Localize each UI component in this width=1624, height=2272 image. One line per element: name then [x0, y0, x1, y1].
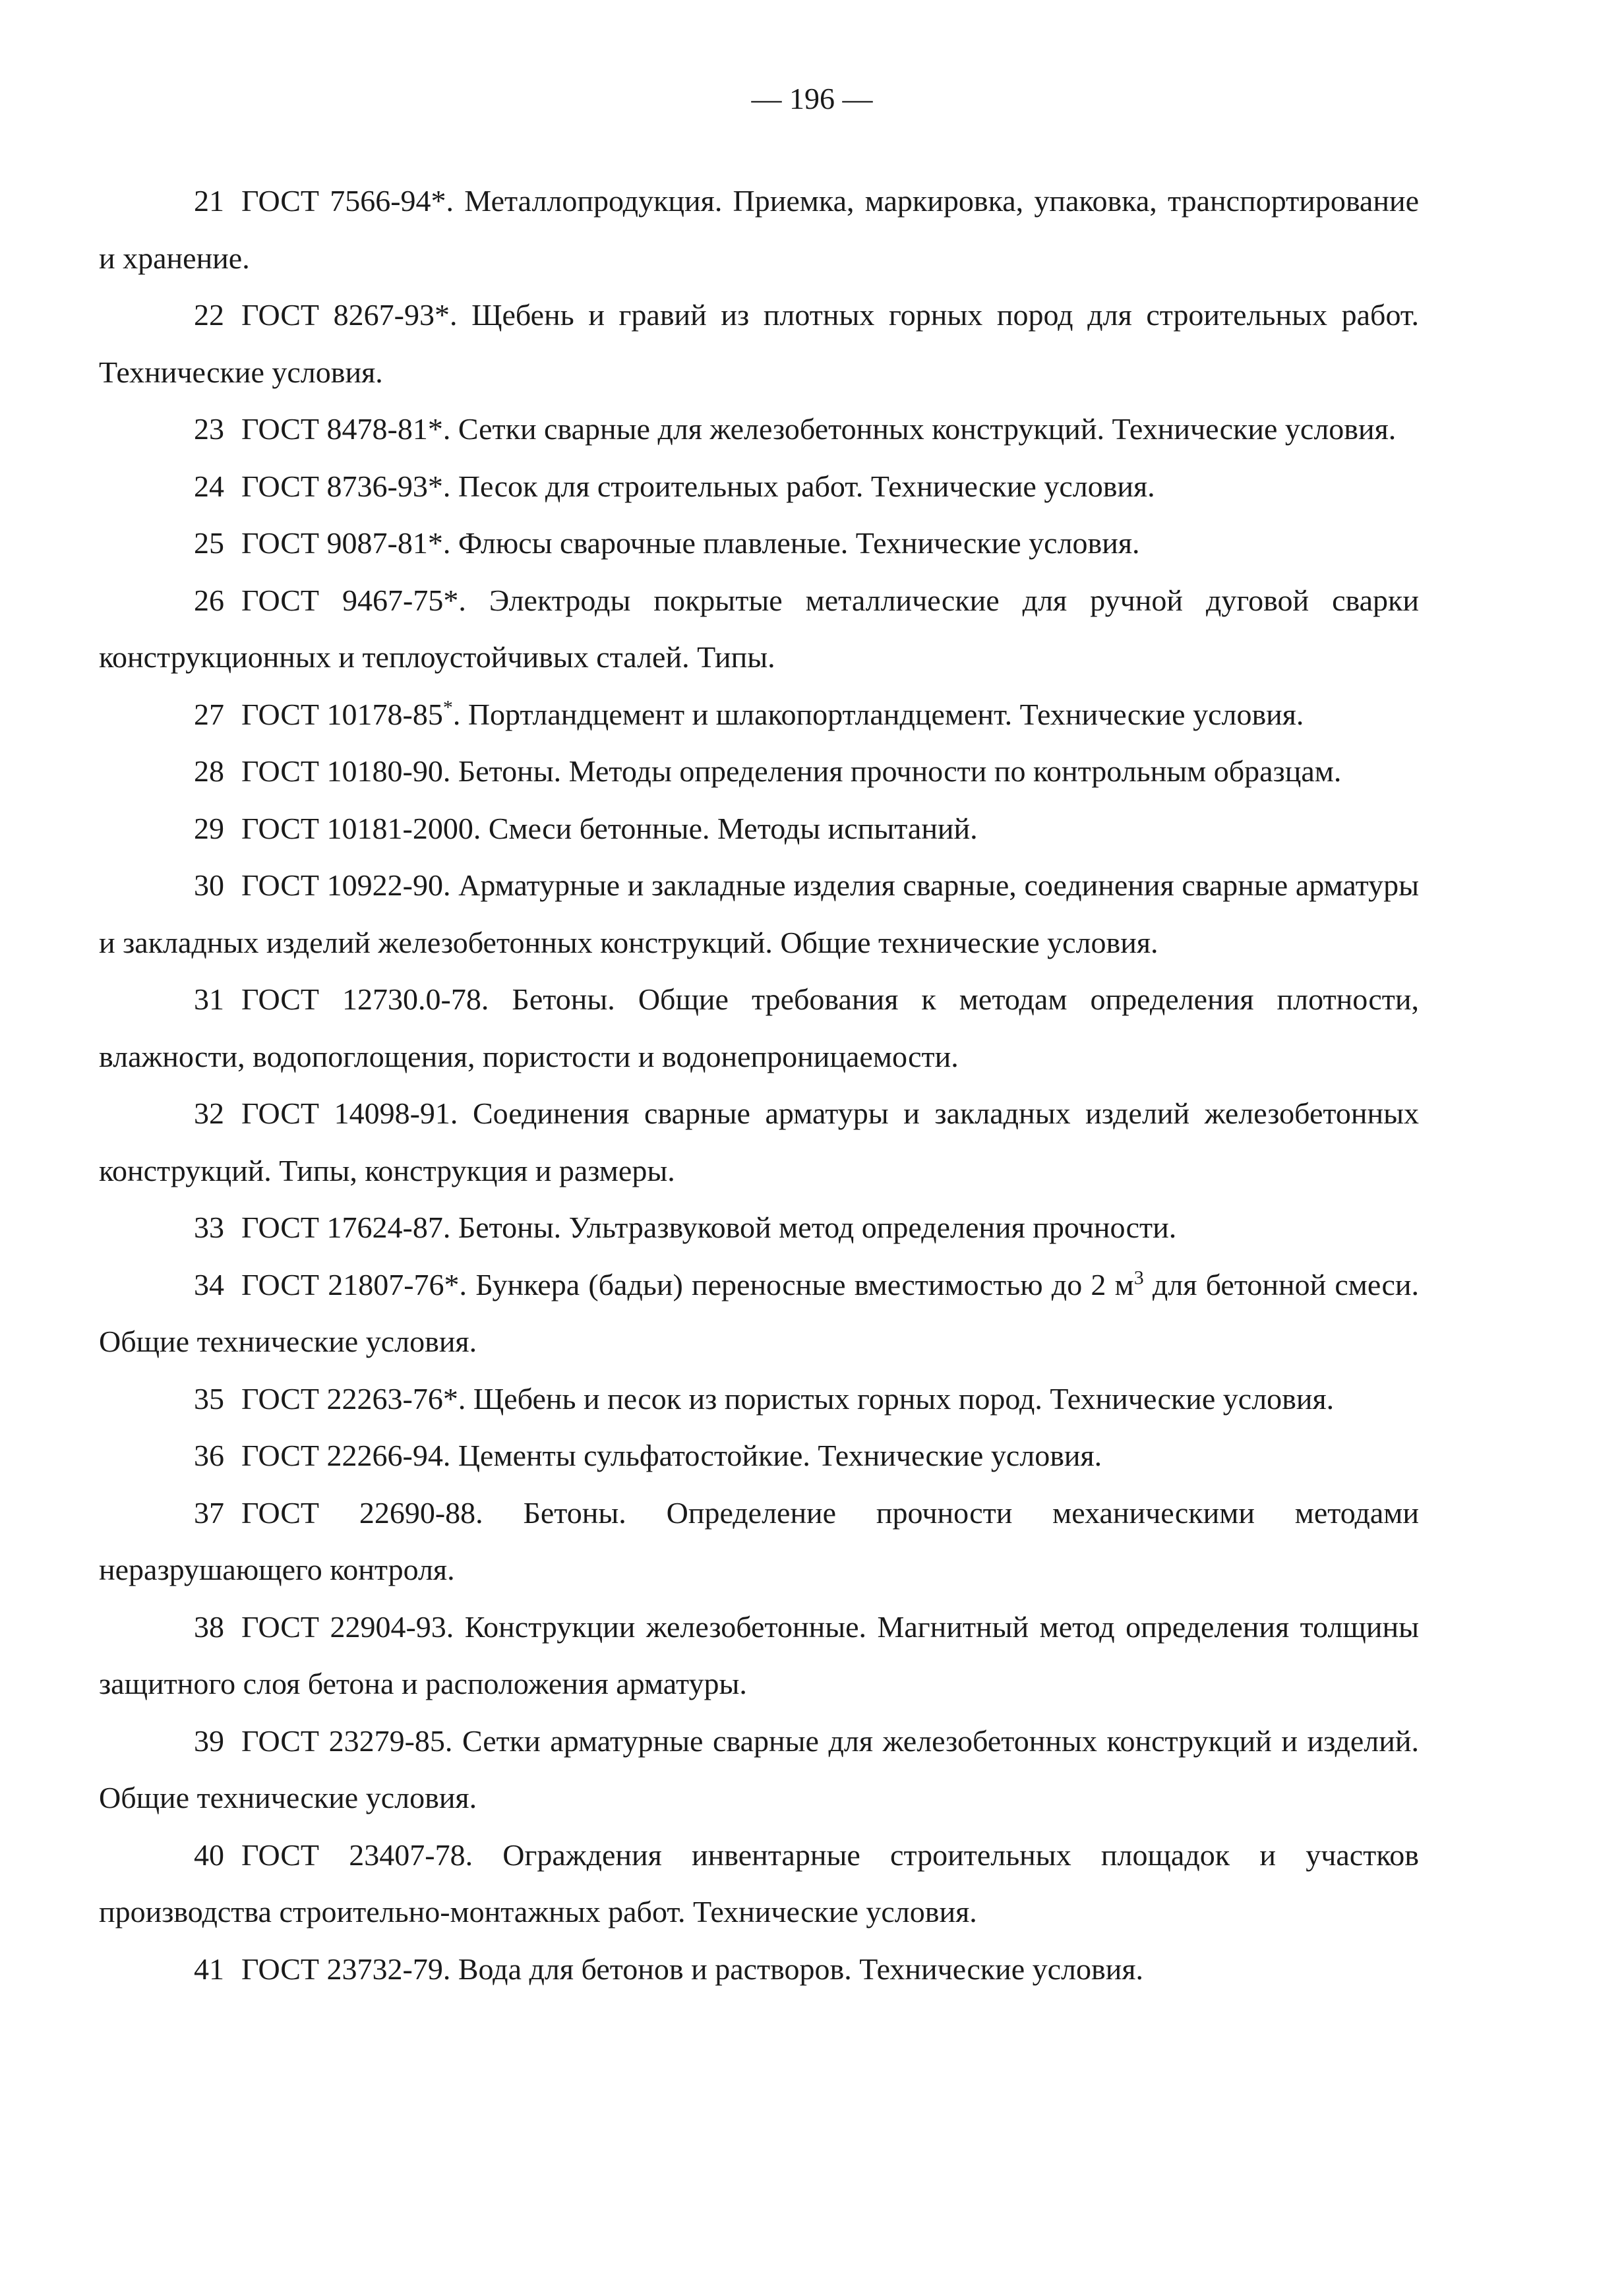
reference-item [99, 1485, 1419, 1599]
reference-item [99, 743, 1419, 800]
reference-item [99, 1371, 1419, 1428]
reference-text: ГОСТ 10180-90. Бетоны. Методы определения прочности по контрольным образцам. [241, 754, 1342, 788]
reference-item [99, 686, 1419, 744]
reference-item [99, 1713, 1419, 1827]
superscript-asterisk: * [442, 696, 453, 719]
reference-item [99, 572, 1419, 686]
reference-item [99, 1199, 1419, 1257]
reference-number: 21 [194, 184, 224, 218]
reference-number: 37 [194, 1495, 224, 1530]
reference-number: 38 [194, 1609, 224, 1644]
reference-number: 39 [194, 1723, 224, 1758]
reference-text: ГОСТ 23732-79. Вода для бетонов и растворов. Технические условия. [241, 1952, 1144, 1986]
reference-item [99, 1941, 1419, 1998]
reference-text: ГОСТ 9087-81*. Флюсы сварочные плавленые. Технические условия. [241, 526, 1140, 560]
reference-item [99, 401, 1419, 458]
reference-text: ГОСТ 23279-85. Сетки арматурные сварные для железобетонных конструкций и изделий. Общие технические условия. [99, 1723, 1419, 1814]
reference-number: 36 [194, 1439, 224, 1472]
reference-number: 40 [194, 1838, 224, 1872]
reference-item [99, 1257, 1419, 1371]
reference-text-continued: для бетонной смеси. Общие технические условия. [99, 1267, 1420, 1358]
reference-item [99, 800, 1419, 858]
reference-number: 25 [194, 526, 224, 560]
reference-text: ГОСТ 8478-81*. Сетки сварные для железобетонных конструкций. Технические условия. [241, 412, 1397, 446]
page-number: — 196 — [751, 82, 873, 115]
reference-number: 35 [194, 1381, 224, 1416]
superscript-cubic: 3 [1133, 1267, 1144, 1289]
reference-text: ГОСТ 14098-91. Соединения сварные арматуры и закладных изделий железобетонных конструкций. Типы, конструкция и размеры. [99, 1096, 1419, 1187]
reference-text: ГОСТ 10181-2000. Смеси бетонные. Методы испытаний. [241, 811, 978, 845]
reference-number: 23 [194, 412, 224, 446]
reference-text: ГОСТ 10178-85 [241, 697, 443, 731]
reference-number: 41 [194, 1952, 224, 1986]
reference-item [99, 1599, 1419, 1713]
reference-text: ГОСТ 8736-93*. Песок для строительных работ. Технические условия. [241, 469, 1155, 503]
reference-text: ГОСТ 22904-93. Конструкции железобетонные. Магнитный метод определения толщины защитного слоя бетона и расположения арматуры. [99, 1609, 1419, 1700]
reference-text: ГОСТ 22263-76*. Щебень и песок из пористых горных пород. Технические условия. [241, 1381, 1335, 1416]
reference-text: ГОСТ 12730.0-78. Бетоны. Общие требования к методам определения плотности, влажности, водопоглощения, пористости и водонепроницаемости. [99, 982, 1419, 1073]
reference-text: ГОСТ 23407-78. Ограждения инвентарные строительных площадок и участков производства строительно-монтажных работ. Технические условия. [99, 1838, 1419, 1928]
reference-item [99, 173, 1419, 287]
reference-number: 26 [194, 583, 224, 617]
reference-number: 32 [194, 1096, 224, 1130]
reference-text: ГОСТ 22690-88. Бетоны. Определение прочности механическими методами неразрушающего контроля. [99, 1495, 1419, 1586]
reference-text: ГОСТ 9467-75*. Электроды покрытые металлические для ручной дуговой сварки конструкционных и теплоустойчивых сталей. Типы. [99, 583, 1419, 674]
reference-list [99, 173, 1419, 1998]
reference-text: ГОСТ 21807-76*. Бункера (бадьи) переносные вместимостью до 2 м [241, 1267, 1134, 1301]
reference-number: 30 [194, 868, 224, 902]
reference-number: 34 [194, 1267, 224, 1301]
reference-item [99, 1827, 1419, 1941]
reference-number: 24 [194, 469, 224, 503]
reference-number: 31 [194, 982, 224, 1016]
reference-number: 22 [194, 298, 224, 332]
reference-item [99, 857, 1419, 971]
reference-text: ГОСТ 17624-87. Бетоны. Ультразвуковой метод определения прочности. [241, 1211, 1177, 1244]
reference-text: ГОСТ 22266-94. Цементы сульфатостойкие. Технические условия. [241, 1439, 1102, 1472]
reference-item [99, 458, 1419, 516]
reference-item [99, 971, 1419, 1085]
reference-number: 28 [194, 754, 224, 788]
reference-number: 27 [194, 697, 224, 731]
reference-item [99, 1427, 1419, 1485]
reference-item [99, 515, 1419, 572]
reference-text: ГОСТ 7566-94*. Металлопродукция. Приемка, маркировка, упаковка, транспортирование и хранение. [99, 184, 1419, 275]
reference-text: ГОСТ 8267-93*. Щебень и гравий из плотных горных пород для строительных работ. Технические условия. [99, 298, 1419, 389]
reference-number: 33 [194, 1211, 224, 1244]
reference-item [99, 1085, 1419, 1199]
reference-text-continued: . Портландцемент и шлакопортландцемент. Технические условия. [452, 697, 1304, 731]
reference-item [99, 287, 1419, 401]
reference-text: ГОСТ 10922-90. Арматурные и закладные изделия сварные, соединения сварные арматуры и закладных изделий железобетонных конструкций. Общие технические условия. [99, 868, 1419, 959]
reference-number: 29 [194, 811, 224, 845]
